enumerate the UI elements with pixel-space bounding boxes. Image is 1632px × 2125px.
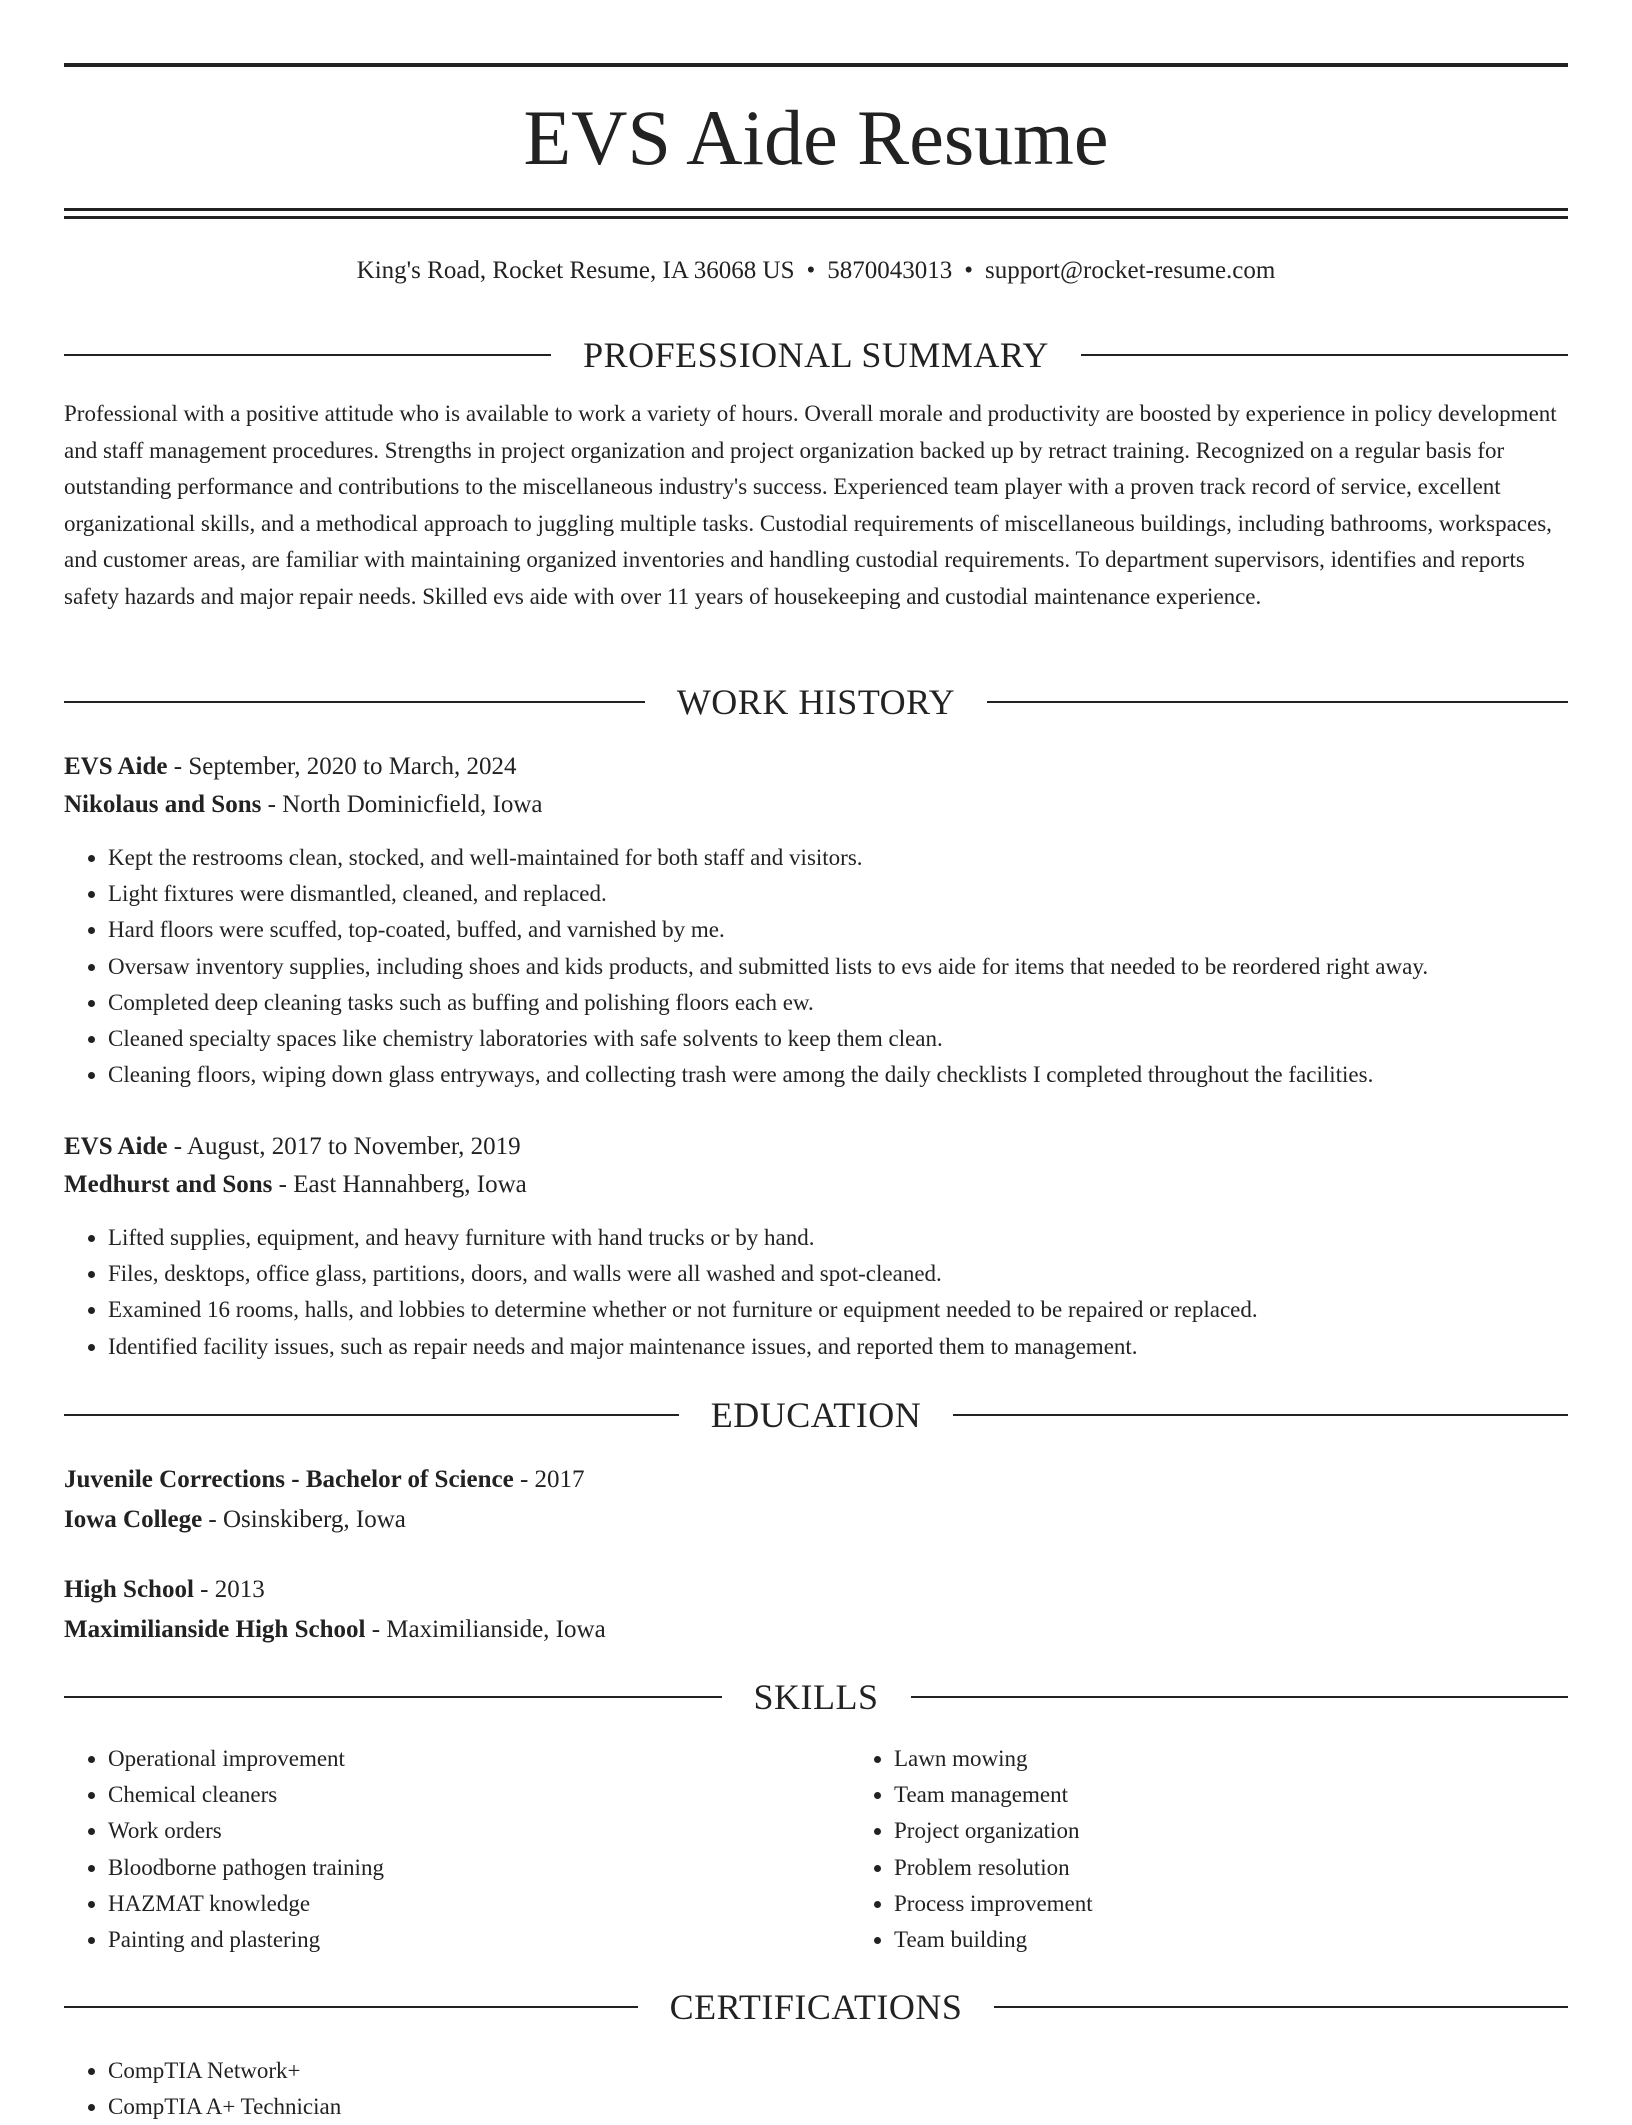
education-year: - 2013 xyxy=(193,1576,265,1603)
summary-text: Professional with a positive attitude who is available to work a variety of hours. Overall morale and productivity are boosted by experience in policy development and staff management procedures. Strengths in project organization and project organization backed up by retract training. Recognized on a regular basis for outstanding performance and contributions to the miscellaneous industry's success. Experienced team player with a proven track record of service, excellent organizational skills, and a methodical approach to juggling multiple tasks. Custodial requirements of miscellaneous buildings, including bathrooms, workspaces, and customer areas, are familiar with maintaining organized inventories and handling custodial requirements. To department supervisors, identifies and reports safety hazards and major repair needs. Skilled evs aide with over 11 years of housekeeping and custodial maintenance experience. xyxy=(64,401,1557,609)
section-title-work-history: WORK HISTORY xyxy=(676,682,956,722)
list-item: • Team building xyxy=(894,1922,1632,1958)
education-degree-line xyxy=(64,1460,1568,1500)
job-employer: Medhurst and Sons xyxy=(64,1171,273,1198)
contact-email[interactable]: support@rocket-resume.com xyxy=(985,257,1276,284)
job-dates: - September, 2020 to March, 2024 xyxy=(167,753,517,780)
section-rule xyxy=(994,2006,1568,2008)
list-item: • Project organization xyxy=(894,1813,1632,1849)
section-header-skills xyxy=(64,1675,1568,1719)
section-rule xyxy=(953,1414,1568,1416)
job-dates: - August, 2017 to November, 2019 xyxy=(167,1133,521,1160)
section-rule xyxy=(64,2006,638,2008)
list-item: • Bloodborne pathogen training xyxy=(108,1850,850,1886)
section-header-certifications xyxy=(64,1985,1568,2029)
title-double-rule xyxy=(64,208,1568,219)
job-employer-line xyxy=(64,1166,1568,1204)
list-item: • Painting and plastering xyxy=(108,1922,850,1958)
list-item: • Completed deep cleaning tasks such as buffing and polishing floors each ew. xyxy=(108,985,1568,1021)
section-title-education: EDUCATION xyxy=(710,1395,922,1435)
list-item: • Identified facility issues, such as repair needs and major maintenance issues, and reported them to management. xyxy=(108,1329,1568,1365)
contact-address: King's Road, Rocket Resume, IA 36068 US xyxy=(356,257,795,284)
contact-separator: • xyxy=(964,257,974,284)
job-title-line xyxy=(64,748,1568,786)
top-rule xyxy=(64,63,1568,67)
education-degree-line xyxy=(64,1570,1568,1610)
section-rule xyxy=(987,701,1568,703)
job-title: EVS Aide xyxy=(64,1133,168,1160)
list-item: • Files, desktops, office glass, partitions, doors, and walls were all washed and spot-cleaned. xyxy=(108,1256,1568,1292)
certifications-list xyxy=(64,2053,1568,2125)
education-degree: High School xyxy=(64,1576,194,1603)
section-rule xyxy=(911,1696,1569,1698)
job-location: - East Hannahberg, Iowa xyxy=(272,1171,527,1198)
list-item: • Chemical cleaners xyxy=(108,1777,850,1813)
section-header-work-history xyxy=(64,680,1568,724)
list-item: • Operational improvement xyxy=(108,1741,850,1777)
list-item: • CompTIA Network+ xyxy=(108,2053,1568,2089)
education-degree: Juvenile Corrections - Bachelor of Science xyxy=(64,1466,514,1493)
section-rule xyxy=(64,354,551,356)
certifications-block xyxy=(64,2053,1568,2125)
list-item: • Hard floors were scuffed, top-coated, buffed, and varnished by me. xyxy=(108,912,1568,948)
list-item: • Examined 16 rooms, halls, and lobbies to determine whether or not furniture or equipment needed to be repaired or replaced. xyxy=(108,1292,1568,1328)
summary-block xyxy=(64,396,1568,615)
education-location: - Maximilianside, Iowa xyxy=(365,1616,606,1643)
list-item: • Process improvement xyxy=(894,1886,1632,1922)
education-location: - Osinskiberg, Iowa xyxy=(202,1506,406,1533)
education-school-line xyxy=(64,1610,1568,1650)
job-title: EVS Aide xyxy=(64,753,168,780)
section-rule xyxy=(1081,354,1568,356)
contact-line xyxy=(64,253,1568,289)
section-title-summary: PROFESSIONAL SUMMARY xyxy=(583,335,1049,375)
section-title-skills: SKILLS xyxy=(753,1677,879,1717)
skills-list-right xyxy=(850,1741,1632,1958)
job-location: - North Dominicfield, Iowa xyxy=(261,791,543,818)
list-item: • HAZMAT knowledge xyxy=(108,1886,850,1922)
list-item: • Lifted supplies, equipment, and heavy furniture with hand trucks or by hand. xyxy=(108,1220,1568,1256)
list-item: • Problem resolution xyxy=(894,1850,1632,1886)
job-entry xyxy=(64,748,1568,1093)
education-school-line xyxy=(64,1500,1568,1540)
education-year: - 2017 xyxy=(513,1466,585,1493)
education-entry xyxy=(64,1570,1568,1650)
list-item: • Kept the restrooms clean, stocked, and well-maintained for both staff and visitors. xyxy=(108,840,1568,876)
list-item: • Light fixtures were dismantled, cleaned, and replaced. xyxy=(108,876,1568,912)
education-school: Maximilianside High School xyxy=(64,1616,366,1643)
section-rule xyxy=(64,1414,679,1416)
list-item: • Oversaw inventory supplies, including shoes and kids products, and submitted lists to evs aide for items that needed to be reordered right away. xyxy=(108,949,1568,985)
contact-phone: 5870043013 xyxy=(827,257,953,284)
job-bullets xyxy=(64,840,1568,1093)
section-header-education xyxy=(64,1393,1568,1437)
list-item: • Team management xyxy=(894,1777,1632,1813)
list-item: • Lawn mowing xyxy=(894,1741,1632,1777)
list-item: • Cleaned specialty spaces like chemistry laboratories with safe solvents to keep them clean. xyxy=(108,1021,1568,1057)
job-employer-line xyxy=(64,786,1568,824)
section-rule xyxy=(64,701,645,703)
contact-separator: • xyxy=(806,257,816,284)
job-employer: Nikolaus and Sons xyxy=(64,791,262,818)
section-rule xyxy=(64,1696,722,1698)
list-item: • Work orders xyxy=(108,1813,850,1849)
page-title: EVS Aide Resume xyxy=(523,94,1109,181)
job-bullets xyxy=(64,1220,1568,1365)
job-entry xyxy=(64,1128,1568,1365)
skills-columns xyxy=(64,1741,1568,1958)
section-title-certifications: CERTIFICATIONS xyxy=(669,1987,963,2027)
list-item: • CompTIA A+ Technician xyxy=(108,2089,1568,2125)
list-item: • Cleaning floors, wiping down glass entryways, and collecting trash were among the daily checklists I completed throughout the facilities. xyxy=(108,1057,1568,1093)
skills-list-left xyxy=(64,1741,850,1958)
education-school: Iowa College xyxy=(64,1506,203,1533)
section-header-summary xyxy=(64,333,1568,377)
education-entry xyxy=(64,1460,1568,1540)
job-title-line xyxy=(64,1128,1568,1166)
